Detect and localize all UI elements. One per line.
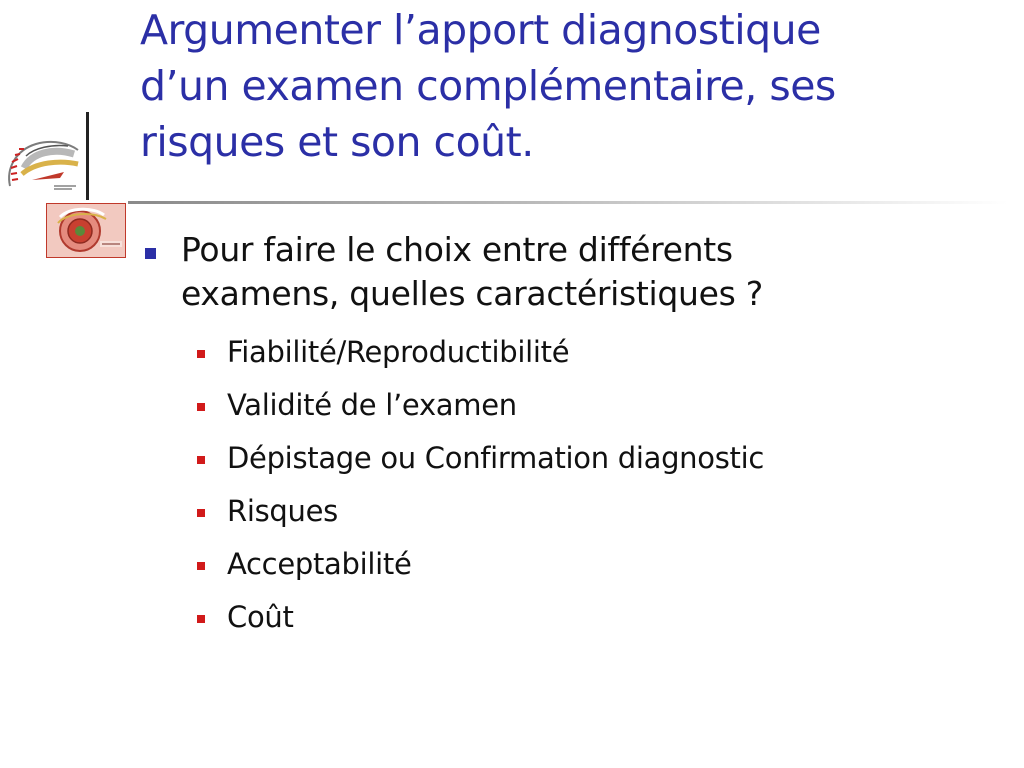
bullet-square-icon	[145, 248, 156, 259]
main-bullet-line: Pour faire le choix entre différents	[181, 230, 733, 269]
list-item-text: Fiabilité/Reproductibilité	[227, 335, 570, 369]
list-item-text: Risques	[227, 494, 338, 528]
list-item	[145, 379, 1005, 432]
list-item-text: Acceptabilité	[227, 547, 412, 581]
bullet-square-icon	[197, 456, 205, 464]
list-item	[145, 485, 1005, 538]
bullet-square-icon	[197, 562, 205, 570]
main-bullet-item	[145, 228, 1005, 316]
title-line: risques et son coût.	[140, 118, 534, 166]
list-item	[145, 538, 1005, 591]
title-divider-horizontal	[128, 201, 1008, 204]
list-item-text: Dépistage ou Confirmation diagnostic	[227, 441, 764, 475]
list-item	[145, 432, 1005, 485]
title-divider-vertical	[86, 112, 89, 200]
list-item	[145, 326, 1005, 379]
university-logo-icon	[2, 128, 84, 198]
list-item-text: Coût	[227, 600, 294, 634]
sub-bullet-list	[145, 326, 1005, 644]
bullet-square-icon	[197, 350, 205, 358]
slide-title	[140, 2, 1000, 170]
bullet-square-icon	[197, 403, 205, 411]
title-line: Argumenter l’apport diagnostique	[140, 6, 821, 54]
title-line: d’un examen complémentaire, ses	[140, 62, 836, 110]
university-seal-icon	[46, 203, 126, 258]
list-item-text: Validité de l’examen	[227, 388, 517, 422]
list-item	[145, 591, 1005, 644]
bullet-square-icon	[197, 615, 205, 623]
main-bullet-line: examens, quelles caractéristiques ?	[181, 274, 763, 313]
bullet-square-icon	[197, 509, 205, 517]
slide-content	[145, 228, 1005, 644]
